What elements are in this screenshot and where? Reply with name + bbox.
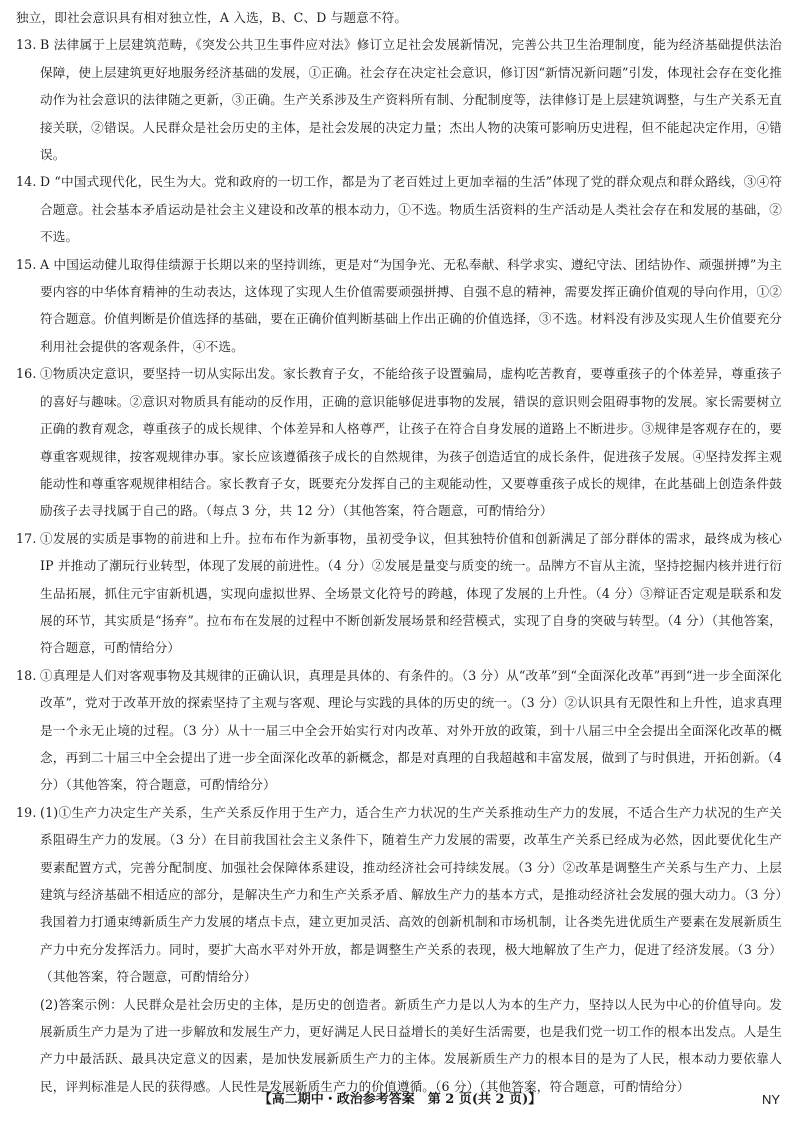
answer-letter: A <box>40 256 50 272</box>
answer-explanation: 法律属于上层建筑范畴，《突发公共卫生事件应对法》修订立足社会发展新情况，完善公共卫生治理制度，能为经济基础提供法治保障，使上层建筑更好地服务经济基础的发展，①正确。社会存在决定社会意识，修订因“新情况新问题”引发，体现社会存在变化推动作为社会意识的法律随之更新，③正确。生产关系涉及生产资料所有制、分配制度等，法律修订是上层建筑调整，与生产关系无直接关联，②错误。人民群众是社会历史的主体，是社会发展的决定力量；杰出人物的决策可影响历史进程，但不能起决定作用，④错误。 <box>40 37 783 163</box>
question-number: 16. <box>16 366 37 382</box>
footer-code: NY <box>761 1092 780 1107</box>
answer-item-18 <box>16 662 782 799</box>
answer-item-17 <box>16 525 782 662</box>
question-number: 15. <box>16 256 37 272</box>
answer-letter: B <box>40 37 50 53</box>
answer-explanation: ①发展的实质是事物的前进和上升。拉布布作为新事物，虽初受争议，但其独特价值和创新满足了部分群体的需求，最终成为核心 IP 并推动了潮玩行业转型，体现了发展的前进性。（4 分）②发展是量变与质变的统一。品牌方不盲从主流，坚持挖掘内核并进行衍生品拓展，抓住元宇宙新机遇，实现向虚拟世界、全场景文化符号的跨越，体现了发展的上升性。（4 分）③辩证否定观是联系和发展的环节，其实质是“扬弃”。拉布布在发展的过程中不断创新发展场景和经营模式，实现了自身的突破与转型。（4 分）（其他答案，符合题意，可酌情给分） <box>40 530 782 656</box>
answer-explanation: ①物质决定意识，要坚持一切从实际出发。家长教育子女，不能给孩子设置骗局，虚构吃苦教育，要尊重孩子的个体差异，尊重孩子的喜好与趣味。②意识对物质具有能动的反作用，正确的意识能够促进事物的发展，错误的意识则会阻碍事物的发展。家长需要树立正确的教育观念，尊重孩子的成长规律、个体差异和人格尊严，让孩子在符合自身发展的道路上不断进步。③规律是客观存在的，要尊重客观规律，按客观规律办事。家长应该遵循孩子成长的自然规律，为孩子创造适宜的成长条件，促进孩子发展。④坚持发挥主观能动性和尊重客观规律相结合。家长教育子女，既要充分发挥自己的主观能动性，又要尊重孩子成长的规律，在此基础上创造条件鼓励孩子去寻找属于自己的路。（每点 3 分，共 12 分）（其他答案，符合题意，可酌情给分） <box>40 366 782 519</box>
answer-item-13 <box>16 31 782 168</box>
answer-item-15 <box>16 251 782 361</box>
answer-letter: D <box>40 174 51 190</box>
answer-part-2: (2)答案示例：人民群众是社会历史的主体，是历史的创造者。新质生产力是以人为本的生产力，坚持以人民为中心的价值导向。发展新质生产力是为了进一步解放和发展生产力，更好满足人民日益增长的美好生活需要，也是我们党一切工作的根本出发点。人是生产力中最活跃、最具决定意义的因素，是加快发展新质生产力的主体。发展新质生产力的根本目的是为了人民，根本动力要依靠人民，评判标准是人民的获得感。人民性是发展新质生产力的价值遵循。（6 分）（其他答案，符合题意，可酌情给分） <box>40 996 782 1094</box>
answer-item-14 <box>16 168 782 250</box>
question-number: 17. <box>16 530 37 546</box>
answer-explanation: “中国式现代化，民生为大。党和政府的一切工作，都是为了老百姓过上更加幸福的生活”体现了党的群众观点和群众路线，③④符合题意。社会基本矛盾运动是社会主义建设和改革的根本动力，①不选。物质生活资料的生产活动是人类社会存在和发展的基础，②不选。 <box>40 174 783 245</box>
question-number: 13. <box>16 37 37 53</box>
question-number: 18. <box>16 667 37 683</box>
answer-explanation: 中国运动健儿取得佳绩源于长期以来的坚持训练，更是对“为国争光、无私奉献、科学求实、遵纪守法、团结协作、顽强拼搏”为主要内容的中华体育精神的生动表达，这体现了实现人生价值需要顽强拼搏、自强不息的精神，需要发挥正确价值观的导向作用，①②符合题意。价值判断是价值选择的基础，要在正确价值判断基础上作出正确的价值选择，③不选。材料没有涉及实现人生价值要充分利用社会提供的客观条件，④不选。 <box>40 256 782 354</box>
answer-sheet-page <box>16 4 782 1100</box>
continuation-text: 独立，即社会意识具有相对独立性，A 入选，B、C、D 与题意不符。 <box>16 10 408 25</box>
answer-item-16 <box>16 360 782 524</box>
answer-explanation: ①真理是人们对客观事物及其规律的正确认识，真理是具体的、有条件的。（3 分）从“改革”到“全面深化改革”再到“进一步全面深化改革”，党对于改革开放的探索坚持了主观与客观、理论与实践的具体的历史的统一。（3 分）②认识具有无限性和上升性，追求真理是一个永无止境的过程。（3 分）从十一届三中全会开始实行对内改革、对外开放的政策，到十八届三中全会提出全面深化改革的概念，再到二十届三中全会提出了进一步全面深化改革的新概念，都是对真理的自我超越和丰富发展，做到了与时俱进，开拓创新。（4 分）（其他答案，符合题意，可酌情给分） <box>40 667 782 793</box>
page-footer <box>0 1088 800 1112</box>
answer-item-19 <box>16 799 782 1100</box>
footer-label: 【高二期中・政治参考答案 第 2 页(共 2 页)】 <box>258 1092 542 1107</box>
question-number: 19. <box>16 804 37 820</box>
question-number: 14. <box>16 174 37 190</box>
answer-part-1: (1)①生产力决定生产关系，生产关系反作用于生产力，适合生产力状况的生产关系推动生产力的发展，不适合生产力状况的生产关系阻碍生产力的发展。（3 分）在目前我国社会主义条件下，随着生产力发展的需要，改革生产关系已经成为必然，因此要优化生产要素配置方式，完善分配制度、加强社会保障体系建设，推动经济社会可持续发展。（3 分）②改革是调整生产关系与生产力、上层建筑与经济基础不相适应的部分，是解决生产力和生产关系矛盾、解放生产力的基本方式，是推动经济社会发展的强大动力。（3 分）我国着力打通束缚新质生产力发展的堵点卡点，建立更加灵活、高效的创新机制和市场机制，让各类先进优质生产要素在发展新质生产力中充分发挥活力。同时，要扩大高水平对外开放，都是调整生产关系的表现，极大地解放了生产力，促进了经济发展。（3 分）（其他答案，符合题意，可酌情给分） <box>40 804 782 985</box>
